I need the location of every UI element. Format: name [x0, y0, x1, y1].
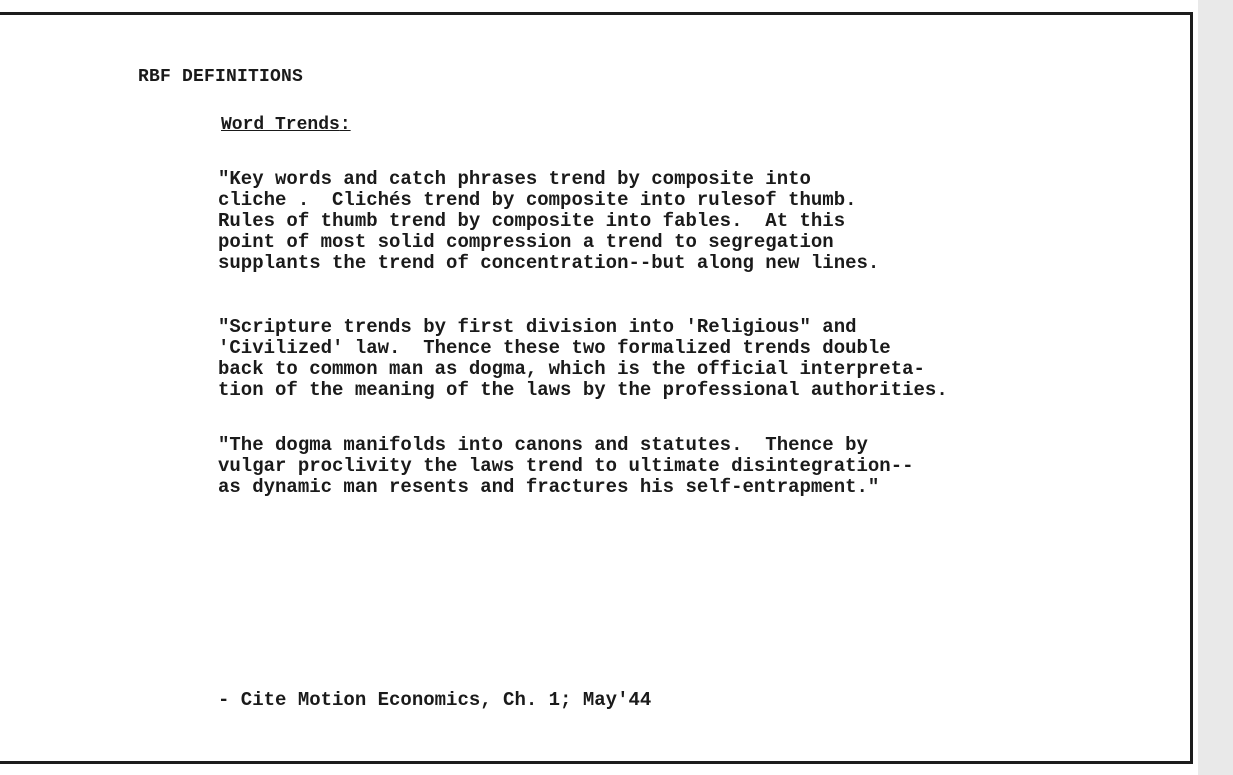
- paragraph-line: as dynamic man resents and fractures his self-entrapment.": [218, 476, 880, 498]
- section-subheading: [221, 115, 351, 135]
- paragraph-3: [218, 435, 914, 498]
- paragraph-line: 'Civilized' law. Thence these two formalized trends double: [218, 337, 891, 359]
- page-edge-shadow: [1198, 0, 1233, 775]
- paragraph-line: Rules of thumb trend by composite into fables. At this: [218, 210, 846, 232]
- citation: - Cite Motion Economics, Ch. 1; May'44: [218, 689, 652, 711]
- paragraph-1: [218, 169, 879, 274]
- paragraph-line: back to common man as dogma, which is the official interpreta-: [218, 358, 925, 380]
- paragraph-line: tion of the meaning of the laws by the professional authorities.: [218, 379, 948, 401]
- subheading-colon: :: [339, 115, 351, 135]
- paragraph-line: "Key words and catch phrases trend by composite into: [218, 168, 811, 190]
- paragraph-line: point of most solid compression a trend to segregation: [218, 231, 834, 253]
- document-heading: RBF DEFINITIONS: [138, 67, 304, 87]
- document-card: [0, 12, 1193, 764]
- paragraph-2: [218, 317, 948, 401]
- paragraph-line: vulgar proclivity the laws trend to ultimate disintegration--: [218, 455, 914, 477]
- subheading-text: Word Trends: [221, 115, 340, 135]
- paragraph-line: "Scripture trends by first division into 'Religious" and: [218, 316, 857, 338]
- paragraph-line: cliche . Clichés trend by composite into rulesof thumb.: [218, 189, 857, 211]
- paragraph-line: supplants the trend of concentration--but along new lines.: [218, 252, 880, 274]
- paragraph-line: "The dogma manifolds into canons and statutes. Thence by: [218, 434, 868, 456]
